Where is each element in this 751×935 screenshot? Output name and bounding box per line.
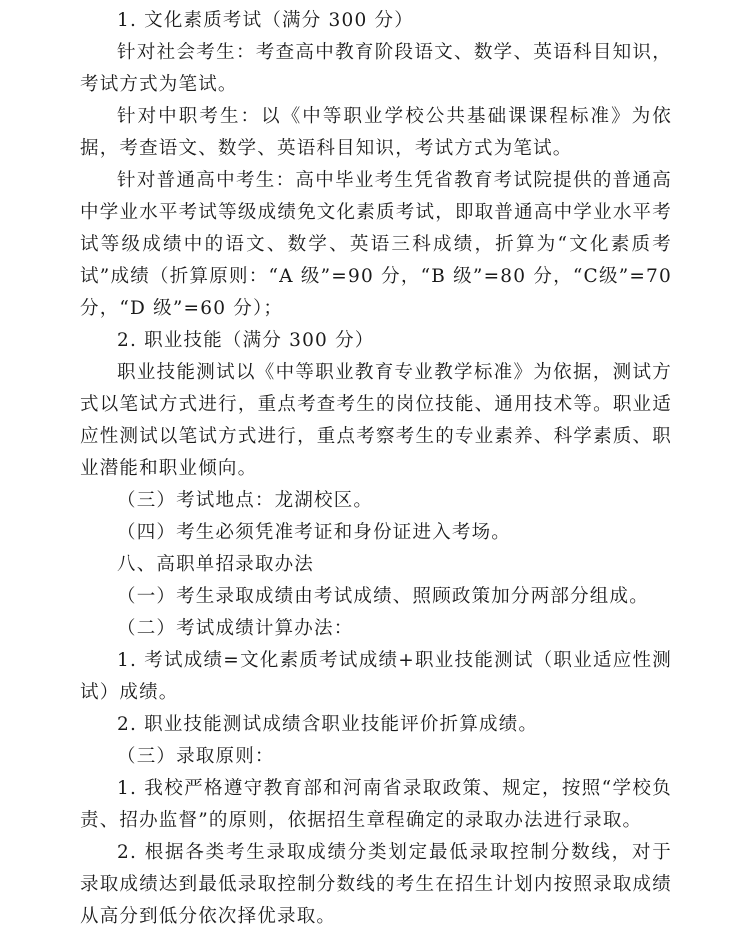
section-heading-admission-method: 八、高职单招录取办法 bbox=[117, 554, 315, 575]
paragraph-skills-score-note: 2. 职业技能测试成绩含职业技能评价折算成绩。 bbox=[117, 714, 539, 735]
paragraph-exam-location: （三）考试地点：龙湖校区。 bbox=[117, 490, 374, 511]
document-body bbox=[80, 5, 672, 933]
paragraph-score-formula: 1. 考试成绩=文化素质考试成绩+职业技能测试（职业适应性测试）成绩。 bbox=[80, 650, 672, 703]
paragraph-principle-1: 1. 我校严格遵守教育部和河南省录取政策、规定，按照“学校负责、招办监督”的原则，依据招生章程确定的录取办法进行录取。 bbox=[80, 778, 672, 831]
paragraph-admission-principles-heading: （三）录取原则： bbox=[117, 746, 275, 767]
paragraph-score-calculation-heading: （二）考试成绩计算办法： bbox=[117, 618, 354, 639]
paragraph-skills-test: 职业技能测试以《中等职业教育专业教学标准》为依据，测试方式以笔试方式进行，重点考查考生的岗位技能、通用技术等。职业适应性测试以笔试方式进行，重点考察考生的专业素养、科学素质、职业潜能和职业倾向。 bbox=[80, 362, 672, 479]
paragraph-vocational-candidates: 针对中职考生：以《中等职业学校公共基础课课程标准》为依据，考查语文、数学、英语科目知识，考试方式为笔试。 bbox=[80, 106, 672, 159]
paragraph-exam-id-requirement: （四）考生必须凭准考证和身份证进入考场。 bbox=[117, 522, 512, 543]
paragraph-social-candidates: 针对社会考生：考查高中教育阶段语文、数学、英语科目知识，考试方式为笔试。 bbox=[80, 42, 672, 95]
section-heading-culture-exam: 1. 文化素质考试（满分 300 分） bbox=[117, 10, 414, 31]
paragraph-admission-score-composition: （一）考生录取成绩由考试成绩、照顾政策加分两部分组成。 bbox=[117, 586, 649, 607]
paragraph-principle-2: 2. 根据各类考生录取成绩分类划定最低录取控制分数线，对于录取成绩达到最低录取控制分数线的考生在招生计划内按照录取成绩从高分到低分依次择优录取。 bbox=[80, 842, 672, 927]
section-heading-vocational-skills: 2. 职业技能（满分 300 分） bbox=[117, 330, 375, 351]
paragraph-highschool-candidates: 针对普通高中考生：高中毕业考生凭省教育考试院提供的普通高中学业水平考试等级成绩免文化素质考试，即取普通高中学业水平考试等级成绩中的语文、数学、英语三科成绩，折算为“文化素质考试”成绩（折算原则：“A 级”=90 分，“B 级”=80 分，“C级”=70 分，“D 级”=60 分）； bbox=[80, 170, 672, 319]
